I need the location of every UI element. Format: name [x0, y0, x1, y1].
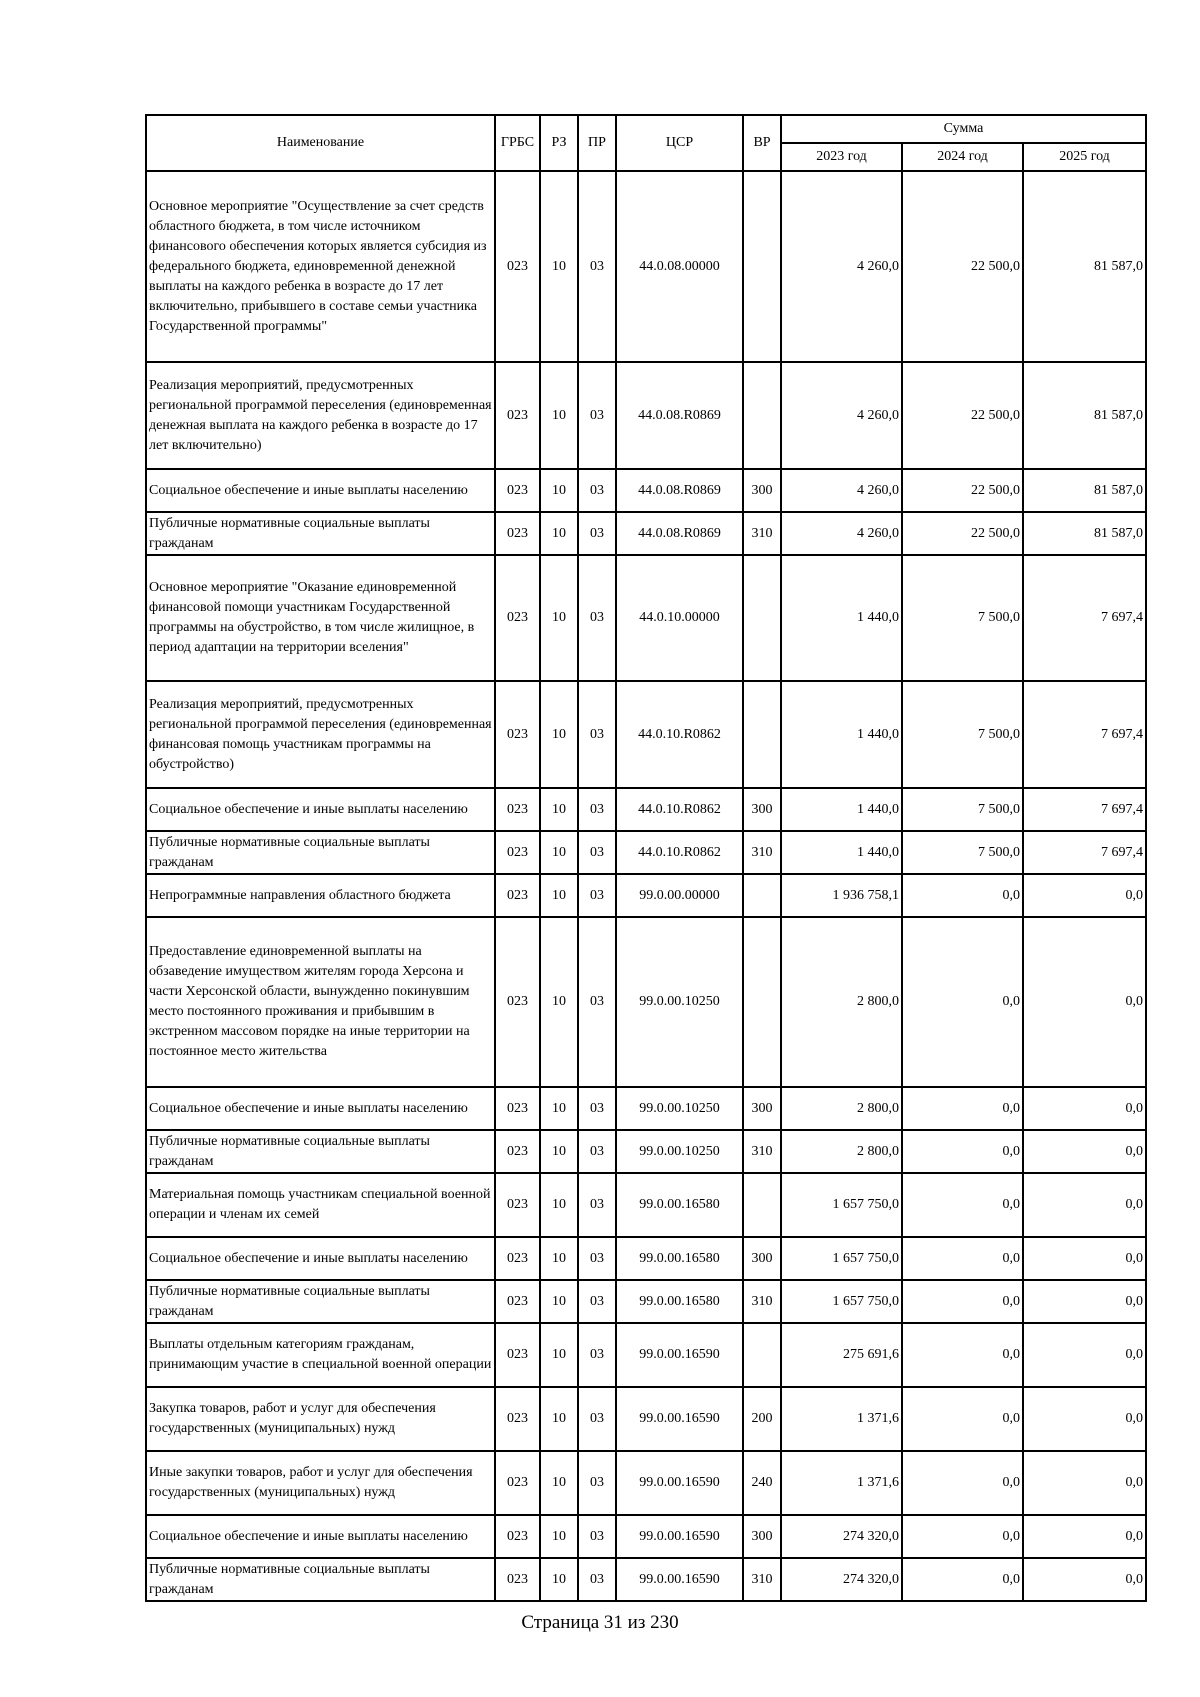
- cell-grbs: 023: [495, 469, 540, 512]
- cell-csr: 44.0.10.R0862: [616, 681, 743, 788]
- header-year-2025: 2025 год: [1023, 143, 1146, 171]
- cell-name: Реализация мероприятий, предусмотренных региональной программой переселения (единовременная денежная выплата на каждого ребенка в возрасте до 17 лет включительно): [146, 362, 495, 469]
- cell-sum-2024: 0,0: [902, 1515, 1023, 1558]
- table-body: [146, 171, 1146, 1601]
- header-sum: Сумма: [781, 115, 1146, 143]
- cell-sum-2024: 22 500,0: [902, 512, 1023, 555]
- cell-sum-2024: 0,0: [902, 1387, 1023, 1451]
- table-row: [146, 1173, 1146, 1237]
- cell-sum-2023: 274 320,0: [781, 1515, 902, 1558]
- table-row: [146, 831, 1146, 874]
- cell-rz: 10: [540, 917, 578, 1087]
- page-number: Страница 31 из 230: [521, 1612, 679, 1633]
- cell-grbs: 023: [495, 555, 540, 681]
- cell-csr: 99.0.00.16580: [616, 1173, 743, 1237]
- header-vr: ВР: [743, 115, 781, 171]
- cell-pr: 03: [578, 1558, 616, 1601]
- cell-name: Основное мероприятие "Оказание единовременной финансовой помощи участникам Государственной программы на обустройство, в том числе жилищное, в период адаптации на территории вселения": [146, 555, 495, 681]
- cell-name: Публичные нормативные социальные выплаты гражданам: [146, 1558, 495, 1601]
- cell-name: Социальное обеспечение и иные выплаты населению: [146, 1515, 495, 1558]
- cell-name: Основное мероприятие "Осуществление за счет средств областного бюджета, в том числе источником финансового обеспечения которых является субсидия из федерального бюджета, единовременной денежной выплаты на каждого ребенка в возрасте до 17 лет включительно, прибывшего в составе семьи участника Государственной программы": [146, 171, 495, 362]
- cell-name: Публичные нормативные социальные выплаты гражданам: [146, 512, 495, 555]
- header-rz: РЗ: [540, 115, 578, 171]
- cell-pr: 03: [578, 1173, 616, 1237]
- cell-csr: 99.0.00.10250: [616, 1130, 743, 1173]
- cell-rz: 10: [540, 874, 578, 917]
- cell-rz: 10: [540, 512, 578, 555]
- cell-vr: 200: [743, 1387, 781, 1451]
- cell-rz: 10: [540, 1323, 578, 1387]
- table-header: [146, 115, 1146, 171]
- cell-vr: 310: [743, 512, 781, 555]
- cell-rz: 10: [540, 1130, 578, 1173]
- cell-rz: 10: [540, 555, 578, 681]
- cell-sum-2024: 0,0: [902, 1237, 1023, 1280]
- table-row: [146, 469, 1146, 512]
- cell-sum-2024: 22 500,0: [902, 362, 1023, 469]
- header-year-2024: 2024 год: [902, 143, 1023, 171]
- cell-grbs: 023: [495, 1280, 540, 1323]
- cell-sum-2023: 1 440,0: [781, 788, 902, 831]
- cell-name: Закупка товаров, работ и услуг для обеспечения государственных (муниципальных) нужд: [146, 1387, 495, 1451]
- cell-csr: 99.0.00.16590: [616, 1323, 743, 1387]
- cell-sum-2025: 81 587,0: [1023, 171, 1146, 362]
- cell-vr: [743, 362, 781, 469]
- cell-sum-2025: 0,0: [1023, 1515, 1146, 1558]
- cell-name: Социальное обеспечение и иные выплаты населению: [146, 1237, 495, 1280]
- cell-sum-2024: 0,0: [902, 1558, 1023, 1601]
- cell-vr: 310: [743, 831, 781, 874]
- cell-pr: 03: [578, 362, 616, 469]
- cell-sum-2024: 0,0: [902, 917, 1023, 1087]
- cell-sum-2025: 0,0: [1023, 1451, 1146, 1515]
- cell-rz: 10: [540, 1173, 578, 1237]
- cell-vr: 300: [743, 788, 781, 831]
- table-row: [146, 512, 1146, 555]
- cell-csr: 99.0.00.00000: [616, 874, 743, 917]
- cell-name: Социальное обеспечение и иные выплаты населению: [146, 788, 495, 831]
- cell-vr: 310: [743, 1280, 781, 1323]
- cell-sum-2025: 0,0: [1023, 1558, 1146, 1601]
- cell-pr: 03: [578, 831, 616, 874]
- cell-pr: 03: [578, 874, 616, 917]
- cell-sum-2025: 0,0: [1023, 874, 1146, 917]
- cell-grbs: 023: [495, 1323, 540, 1387]
- cell-rz: 10: [540, 1451, 578, 1515]
- cell-sum-2023: 1 371,6: [781, 1387, 902, 1451]
- header-grbs: ГРБС: [495, 115, 540, 171]
- cell-sum-2024: 7 500,0: [902, 555, 1023, 681]
- cell-grbs: 023: [495, 1087, 540, 1130]
- cell-grbs: 023: [495, 831, 540, 874]
- cell-pr: 03: [578, 681, 616, 788]
- cell-pr: 03: [578, 1237, 616, 1280]
- table-row: [146, 1558, 1146, 1601]
- cell-vr: [743, 555, 781, 681]
- cell-vr: [743, 1323, 781, 1387]
- table-row: [146, 1087, 1146, 1130]
- cell-sum-2024: 7 500,0: [902, 681, 1023, 788]
- cell-sum-2024: 0,0: [902, 1130, 1023, 1173]
- budget-table: [145, 114, 1147, 1602]
- cell-pr: 03: [578, 1323, 616, 1387]
- cell-pr: 03: [578, 788, 616, 831]
- cell-vr: [743, 917, 781, 1087]
- cell-csr: 44.0.10.00000: [616, 555, 743, 681]
- cell-grbs: 023: [495, 1130, 540, 1173]
- table-row: [146, 171, 1146, 362]
- cell-grbs: 023: [495, 917, 540, 1087]
- table-row: [146, 874, 1146, 917]
- cell-vr: [743, 1173, 781, 1237]
- cell-rz: 10: [540, 788, 578, 831]
- cell-sum-2025: 81 587,0: [1023, 512, 1146, 555]
- table-row: [146, 1237, 1146, 1280]
- table-row: [146, 1515, 1146, 1558]
- cell-sum-2025: 81 587,0: [1023, 469, 1146, 512]
- cell-sum-2023: 1 440,0: [781, 831, 902, 874]
- cell-sum-2023: 274 320,0: [781, 1558, 902, 1601]
- cell-grbs: 023: [495, 874, 540, 917]
- table-row: [146, 362, 1146, 469]
- cell-name: Предоставление единовременной выплаты на обзаведение имуществом жителям города Херсона и части Херсонской области, вынужденно покинувшим место постоянного проживания и прибывшим в экстренном массовом порядке на иные территории на постоянное место жительства: [146, 917, 495, 1087]
- cell-name: Публичные нормативные социальные выплаты гражданам: [146, 831, 495, 874]
- cell-csr: 99.0.00.16580: [616, 1237, 743, 1280]
- cell-name: Публичные нормативные социальные выплаты гражданам: [146, 1280, 495, 1323]
- cell-pr: 03: [578, 512, 616, 555]
- cell-csr: 99.0.00.16590: [616, 1387, 743, 1451]
- cell-sum-2023: 4 260,0: [781, 362, 902, 469]
- cell-sum-2024: 0,0: [902, 1323, 1023, 1387]
- cell-rz: 10: [540, 1087, 578, 1130]
- cell-sum-2025: 0,0: [1023, 1323, 1146, 1387]
- cell-vr: [743, 171, 781, 362]
- cell-grbs: 023: [495, 1558, 540, 1601]
- table-row: [146, 1280, 1146, 1323]
- table-row: [146, 917, 1146, 1087]
- cell-sum-2025: 0,0: [1023, 1173, 1146, 1237]
- cell-vr: [743, 874, 781, 917]
- table-row: [146, 1323, 1146, 1387]
- cell-grbs: 023: [495, 362, 540, 469]
- cell-grbs: 023: [495, 1387, 540, 1451]
- cell-sum-2024: 0,0: [902, 1451, 1023, 1515]
- cell-sum-2023: 1 657 750,0: [781, 1280, 902, 1323]
- cell-csr: 44.0.10.R0862: [616, 788, 743, 831]
- cell-name: Социальное обеспечение и иные выплаты населению: [146, 1087, 495, 1130]
- cell-csr: 44.0.08.00000: [616, 171, 743, 362]
- table-row: [146, 681, 1146, 788]
- cell-sum-2025: 0,0: [1023, 917, 1146, 1087]
- cell-name: Выплаты отдельным категориям гражданам, принимающим участие в специальной военной операции: [146, 1323, 495, 1387]
- cell-rz: 10: [540, 362, 578, 469]
- cell-sum-2023: 275 691,6: [781, 1323, 902, 1387]
- cell-pr: 03: [578, 171, 616, 362]
- cell-csr: 99.0.00.16590: [616, 1515, 743, 1558]
- cell-rz: 10: [540, 469, 578, 512]
- table-row: [146, 788, 1146, 831]
- cell-name: Материальная помощь участникам специальной военной операции и членам их семей: [146, 1173, 495, 1237]
- cell-pr: 03: [578, 1451, 616, 1515]
- cell-sum-2023: 1 440,0: [781, 555, 902, 681]
- cell-sum-2025: 7 697,4: [1023, 788, 1146, 831]
- cell-sum-2023: 1 371,6: [781, 1451, 902, 1515]
- cell-sum-2023: 4 260,0: [781, 512, 902, 555]
- cell-pr: 03: [578, 1280, 616, 1323]
- cell-name: Публичные нормативные социальные выплаты гражданам: [146, 1130, 495, 1173]
- cell-sum-2023: 4 260,0: [781, 171, 902, 362]
- cell-vr: 300: [743, 1515, 781, 1558]
- cell-csr: 44.0.08.R0869: [616, 362, 743, 469]
- cell-vr: 300: [743, 1237, 781, 1280]
- cell-grbs: 023: [495, 1173, 540, 1237]
- header-pr: ПР: [578, 115, 616, 171]
- cell-sum-2024: 7 500,0: [902, 788, 1023, 831]
- cell-grbs: 023: [495, 1237, 540, 1280]
- cell-sum-2023: 2 800,0: [781, 1087, 902, 1130]
- cell-sum-2023: 2 800,0: [781, 1130, 902, 1173]
- table-row: [146, 1130, 1146, 1173]
- cell-name: Социальное обеспечение и иные выплаты населению: [146, 469, 495, 512]
- header-year-2023: 2023 год: [781, 143, 902, 171]
- cell-csr: 44.0.08.R0869: [616, 512, 743, 555]
- cell-rz: 10: [540, 681, 578, 788]
- cell-sum-2025: 7 697,4: [1023, 555, 1146, 681]
- cell-pr: 03: [578, 555, 616, 681]
- cell-csr: 99.0.00.16580: [616, 1280, 743, 1323]
- cell-name: Реализация мероприятий, предусмотренных региональной программой переселения (единовременная финансовая помощь участникам программы на обустройство): [146, 681, 495, 788]
- cell-sum-2025: 7 697,4: [1023, 831, 1146, 874]
- cell-sum-2023: 1 657 750,0: [781, 1173, 902, 1237]
- cell-sum-2023: 2 800,0: [781, 917, 902, 1087]
- cell-rz: 10: [540, 831, 578, 874]
- cell-name: Иные закупки товаров, работ и услуг для обеспечения государственных (муниципальных) нужд: [146, 1451, 495, 1515]
- cell-pr: 03: [578, 1087, 616, 1130]
- cell-sum-2025: 0,0: [1023, 1087, 1146, 1130]
- cell-grbs: 023: [495, 512, 540, 555]
- cell-sum-2024: 22 500,0: [902, 469, 1023, 512]
- cell-sum-2025: 0,0: [1023, 1130, 1146, 1173]
- cell-sum-2023: 4 260,0: [781, 469, 902, 512]
- cell-vr: 300: [743, 1087, 781, 1130]
- cell-rz: 10: [540, 1387, 578, 1451]
- cell-sum-2025: 0,0: [1023, 1387, 1146, 1451]
- cell-rz: 10: [540, 1237, 578, 1280]
- cell-vr: [743, 681, 781, 788]
- cell-vr: 300: [743, 469, 781, 512]
- cell-grbs: 023: [495, 681, 540, 788]
- cell-sum-2024: 0,0: [902, 874, 1023, 917]
- cell-sum-2023: 1 440,0: [781, 681, 902, 788]
- cell-grbs: 023: [495, 788, 540, 831]
- table-row: [146, 1451, 1146, 1515]
- cell-sum-2023: 1 936 758,1: [781, 874, 902, 917]
- cell-sum-2024: 0,0: [902, 1087, 1023, 1130]
- cell-pr: 03: [578, 1387, 616, 1451]
- cell-sum-2025: 7 697,4: [1023, 681, 1146, 788]
- cell-sum-2024: 22 500,0: [902, 171, 1023, 362]
- cell-vr: 240: [743, 1451, 781, 1515]
- cell-grbs: 023: [495, 1515, 540, 1558]
- table-row: [146, 555, 1146, 681]
- cell-csr: 99.0.00.10250: [616, 1087, 743, 1130]
- cell-name: Непрограммные направления областного бюджета: [146, 874, 495, 917]
- cell-rz: 10: [540, 1558, 578, 1601]
- cell-pr: 03: [578, 469, 616, 512]
- cell-sum-2025: 81 587,0: [1023, 362, 1146, 469]
- header-name: Наименование: [146, 115, 495, 171]
- cell-grbs: 023: [495, 1451, 540, 1515]
- cell-grbs: 023: [495, 171, 540, 362]
- cell-sum-2024: 0,0: [902, 1280, 1023, 1323]
- cell-vr: 310: [743, 1130, 781, 1173]
- cell-csr: 44.0.10.R0862: [616, 831, 743, 874]
- cell-rz: 10: [540, 1515, 578, 1558]
- cell-vr: 310: [743, 1558, 781, 1601]
- cell-csr: 99.0.00.16590: [616, 1558, 743, 1601]
- cell-rz: 10: [540, 171, 578, 362]
- table-row: [146, 1387, 1146, 1451]
- cell-csr: 44.0.08.R0869: [616, 469, 743, 512]
- cell-csr: 99.0.00.16590: [616, 1451, 743, 1515]
- header-csr: ЦСР: [616, 115, 743, 171]
- cell-sum-2025: 0,0: [1023, 1280, 1146, 1323]
- cell-sum-2024: 7 500,0: [902, 831, 1023, 874]
- cell-pr: 03: [578, 1130, 616, 1173]
- cell-sum-2025: 0,0: [1023, 1237, 1146, 1280]
- cell-sum-2023: 1 657 750,0: [781, 1237, 902, 1280]
- cell-pr: 03: [578, 917, 616, 1087]
- cell-sum-2024: 0,0: [902, 1173, 1023, 1237]
- cell-pr: 03: [578, 1515, 616, 1558]
- cell-csr: 99.0.00.10250: [616, 917, 743, 1087]
- cell-rz: 10: [540, 1280, 578, 1323]
